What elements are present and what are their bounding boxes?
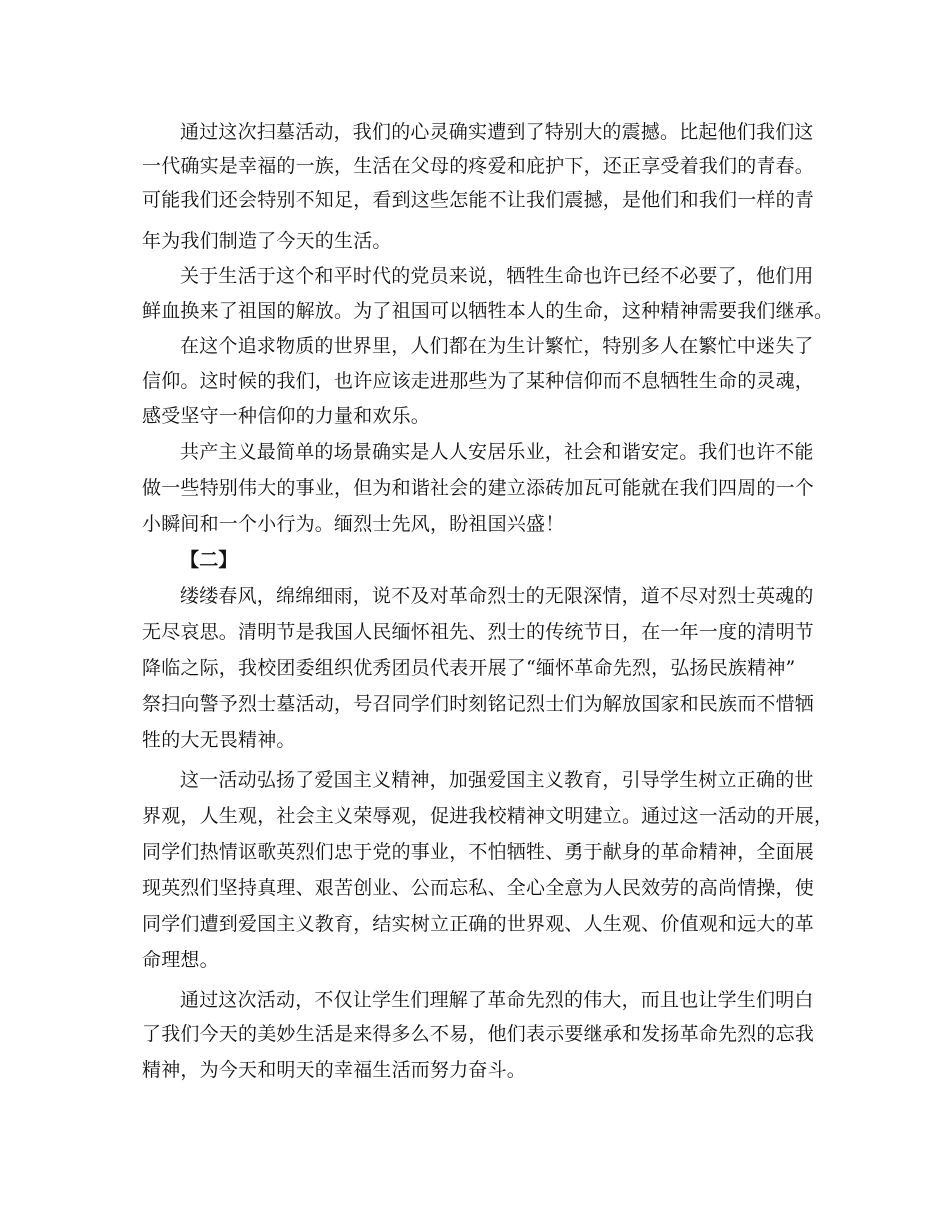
text-line: 可能我们还会特别不知足，看到这些怎能不让我们震撼，是他们和我们一样的青 [142,189,815,211]
text-line: 祭扫向警予烈士墓活动，号召同学们时刻铭记烈士们为解放国家和民族而不惜牺 [142,693,815,715]
text-line: 同学们遭到爱国主义教育，结实树立正确的世界观、人生观、价值观和远大的革 [142,913,815,935]
text-line: 做一些特别伟大的事业，但为和谐社会的建立添砖加瓦可能就在我们四周的一个 [142,477,815,499]
text-line: 牲的大无畏精神。 [142,729,296,751]
text-line: 无尽哀思。清明节是我国人民缅怀祖先、烈士的传统节日，在一年一度的清明节 [142,621,815,643]
text-line: 关于生活于这个和平时代的党员来说，牺牲生命也许已经不必要了，他们用 [180,265,814,287]
text-line: 这一活动弘扬了爱国主义精神，加强爱国主义教育，引导学生树立正确的世 [180,769,814,791]
text-line: 界观，人生观，社会主义荣辱观，促进我校精神文明建立。通过这一活动的开展， [142,805,834,827]
text-line: 了我们今天的美妙生活是来得多么不易，他们表示要继承和发扬革命先烈的忘我 [142,1023,815,1045]
text-line: 一代确实是幸福的一族，生活在父母的疼爱和庇护下，还正享受着我们的青春。 [142,155,815,177]
text-line: 命理想。 [142,949,219,971]
text-line: 在这个追求物质的世界里，人们都在为生计繁忙，特别多人在繁忙中迷失了 [180,335,814,357]
text-line: 鲜血换来了祖国的解放。为了祖国可以牺牲本人的生命，这种精神需要我们继承。 [142,300,834,322]
text-line: 通过这次活动，不仅让学生们理解了革命先烈的伟大，而且也让学生们明白 [180,989,814,1011]
text-line: 通过这次扫墓活动，我们的心灵确实遭到了特别大的震撼。比起他们我们这 [180,121,814,143]
text-line: 小瞬间和一个小行为。缅烈士先风，盼祖国兴盛！ [142,513,565,535]
text-line: 精神，为今天和明天的幸福生活而努力奋斗。 [142,1059,527,1081]
text-line: 同学们热情讴歌英烈们忠于党的事业，不怕牺牲、勇于献身的革命精神，全面展 [142,841,815,863]
text-line: 降临之际，我校团委组织优秀团员代表开展了“缅怀革命先烈，弘扬民族精神” [142,657,796,679]
text-line: 年为我们制造了今天的生活。 [142,230,392,252]
text-line: 缕缕春风，绵绵细雨，说不及对革命烈士的无限深情，道不尽对烈士英魂的 [180,585,814,607]
text-line: 感受坚守一种信仰的力量和欢乐。 [142,405,431,427]
text-line: 共产主义最简单的场景确实是人人安居乐业，社会和谐安定。我们也许不能 [180,441,814,463]
text-line: 信仰。这时候的我们，也许应该走进那些为了某种信仰而不息牺牲生命的灵魂， [142,370,815,392]
section-heading: 【二】 [180,549,238,571]
text-line: 现英烈们坚持真理、艰苦创业、公而忘私、全心全意为人民效劳的高尚情操，使 [142,877,815,899]
